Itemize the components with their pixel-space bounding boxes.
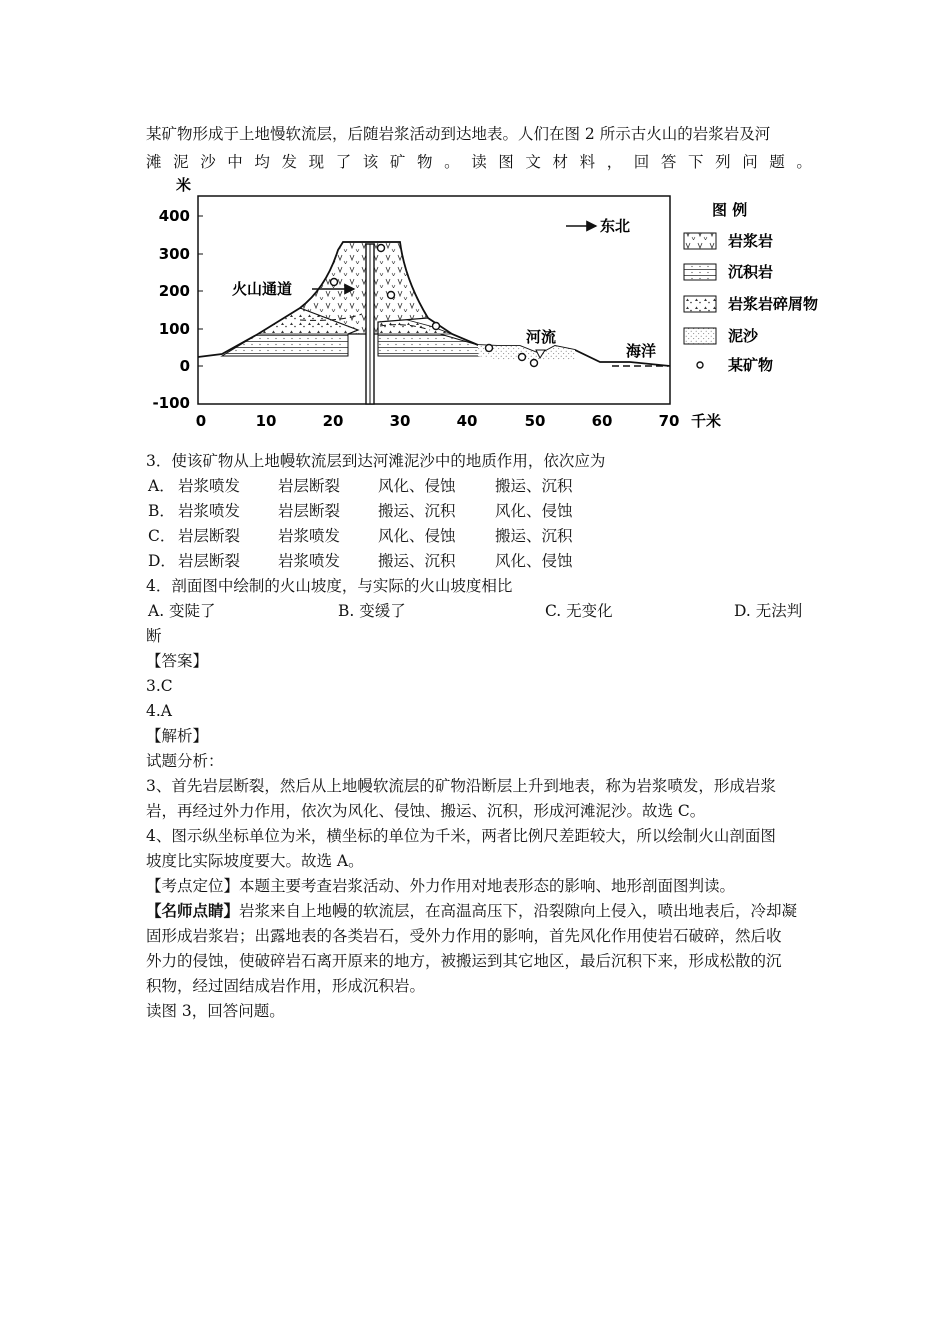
y-tick-label: 200 [158,282,190,300]
vent-label: 火山通道 [232,280,293,298]
key-point [146,876,808,896]
q4-option-d-continued: 断 [146,627,162,645]
answer-3: 3.C [146,677,173,695]
teacher-tip-line-4: 积物，经过固结成岩作用，形成沉积岩。 [146,977,426,995]
option-col3: 风化、侵蚀 [378,527,456,545]
analysis-q3-line-2: 岩，再经过外力作用，依次为风化、侵蚀、搬运、沉积，形成河滩泥沙。故选 C。 [146,802,706,820]
option-col1: 岩浆喷发 [178,502,241,520]
x-tick-label: 10 [255,412,277,430]
option-col4: 搬运、沉积 [495,527,573,545]
legend-item: 岩浆岩碎屑物 [728,295,819,313]
x-tick-label: 40 [456,412,478,430]
option-col1: 岩浆喷发 [178,477,241,495]
x-axis-unit: 千米 [690,412,722,430]
legend-item: 泥沙 [728,327,759,345]
option-col4: 风化、侵蚀 [495,552,573,570]
legend [684,201,818,374]
key-point-text: 本题主要考查岩浆活动、外力作用对地表形态的影响、地形剖面图判读。 [239,877,736,895]
option-col2: 岩层断裂 [278,502,341,520]
analysis-q4-line-1: 4、图示纵坐标单位为米，横坐标的单位为千米，两者比例尺差距较大，所以绘制火山剖面图 [146,827,776,845]
x-tick-label: 20 [322,412,344,430]
analysis-title: 【解析】 [146,727,209,745]
option-letter: C． [148,527,176,545]
option-col3: 搬运、沉积 [378,502,456,520]
y-ticks [152,207,203,412]
q4-option-d: D. 无法判 [734,602,803,620]
x-tick-label: 60 [591,412,613,430]
y-tick-label: 100 [158,320,190,338]
direction-label: 东北 [600,217,631,235]
option-col1: 岩层断裂 [178,552,241,570]
q4-option-b: B. 变缓了 [338,602,406,620]
option-col2: 岩浆喷发 [278,527,341,545]
intro-line-2: 滩泥沙中均发现了该矿物。读图文材料，回答下列问题。 [146,153,824,171]
legend-item: 岩浆岩 [728,232,774,250]
ocean-label: 海洋 [626,342,657,360]
y-axis-unit: 米 [176,176,192,194]
option-col4: 风化、侵蚀 [495,502,573,520]
y-tick-label: 0 [179,357,190,375]
option-col2: 岩层断裂 [278,477,341,495]
teacher-tip-line-1 [146,901,808,921]
option-letter: A． [148,477,175,495]
x-tick-label: 50 [524,412,546,430]
next-question-prompt: 读图 3，回答问题。 [146,1002,285,1020]
x-tick-label: 70 [658,412,680,430]
q3-stem: 3．使该矿物从上地幔软流层到达河滩泥沙中的地质作用，依次应为 [146,452,606,470]
teacher-tip-line-3: 外力的侵蚀，使破碎岩石离开原来的地方，被搬运到其它地区，最后沉积下来，形成松散的沉 [146,952,782,970]
analysis-subtitle: 试题分析： [146,752,224,770]
y-tick-label: -100 [152,394,190,412]
x-tick-label: 0 [195,412,207,430]
option-col4: 搬运、沉积 [495,477,573,495]
x-ticks [196,412,721,430]
river-label: 河流 [526,328,557,346]
option-col3: 搬运、沉积 [378,552,456,570]
key-point-title: 【考点定位】 [146,877,240,895]
y-tick-label: 300 [158,245,190,263]
y-tick-label: 400 [158,207,190,225]
x-tick-label: 30 [389,412,411,430]
answer-4: 4.A [146,702,172,720]
intro-line-1: 某矿物形成于上地慢软流层，后随岩浆活动到达地表。人们在图 2 所示古火山的岩浆岩及河 [146,125,771,143]
q4-option-a: A. 变陡了 [148,602,216,620]
option-col3: 风化、侵蚀 [378,477,456,495]
legend-item: 沉积岩 [728,263,774,281]
teacher-tip-title: 【名师点睛】 [146,901,240,920]
analysis-q4-line-2: 坡度比实际坡度要大。故选 A。 [146,852,364,870]
legend-title: 图 例 [712,201,748,219]
teacher-tip-text: 岩浆来自上地幔的软流层，在高温高压下，沿裂隙向上侵入，喷出地表后，冷却凝 [239,902,798,920]
option-letter: D． [148,552,176,570]
q4-stem: 4．剖面图中绘制的火山坡度，与实际的火山坡度相比 [146,577,513,595]
option-col2: 岩浆喷发 [278,552,341,570]
option-letter: B． [148,502,175,520]
analysis-q3-line-1: 3、首先岩层断裂，然后从上地幔软流层的矿物沿断层上升到地表，称为岩浆喷发，形成岩浆 [146,777,776,795]
option-col1: 岩层断裂 [178,527,241,545]
answer-title: 【答案】 [146,652,209,670]
legend-item: 某矿物 [728,356,774,374]
volcano-profile-figure [140,172,860,434]
teacher-tip-line-2: 固形成岩浆岩；出露地表的各类岩石，受外力作用的影响，首先风化作用使岩石破碎，然后收 [146,927,782,945]
q4-option-c: C. 无变化 [545,602,613,620]
